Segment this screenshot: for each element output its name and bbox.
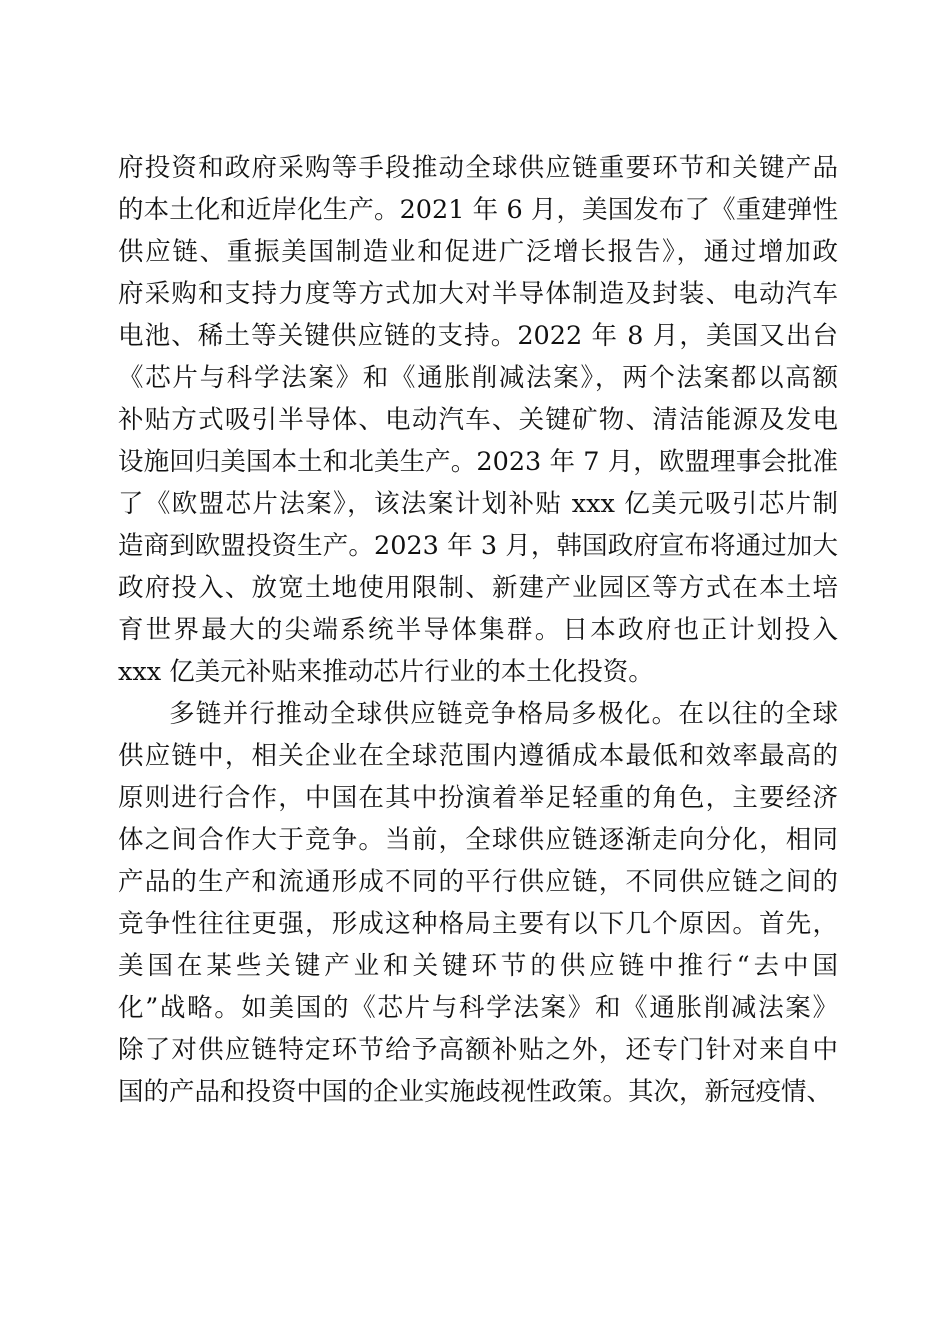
text-line: xxx 亿美元补贴来推动芯片行业的本土化投资。 [118,657,654,687]
text-line: 政府投入、放宽土地使用限制、新建产业园区等方式在本土培 [118,573,838,603]
text-line: 了《欧盟芯片法案》，该法案计划补贴 xxx 亿美元吸引芯片制 [118,489,838,519]
text-line: 育世界最大的尖端系统半导体集群。日本政府也正计划投入 [118,615,838,645]
text-line: 造商到欧盟投资生产。2023 年 3 月，韩国政府宣布将通过加大 [118,531,838,561]
text-line: 多链并行推动全球供应链竞争格局多极化。在以往的全球 [169,699,838,729]
text-line: 体之间合作大于竞争。当前，全球供应链逐渐走向分化，相同 [118,825,838,855]
text-line: 除了对供应链特定环节给予高额补贴之外，还专门针对来自中 [118,1035,838,1065]
text-line: 《芯片与科学法案》和《通胀削减法案》，两个法案都以高额 [118,363,838,393]
text-line: 设施回归美国本土和北美生产。2023 年 7 月，欧盟理事会批准 [118,447,838,477]
document-body [118,147,838,1113]
text-line: 产品的生产和流通形成不同的平行供应链，不同供应链之间的 [118,867,838,897]
text-line: 补贴方式吸引半导体、电动汽车、关键矿物、清洁能源及发电 [118,405,838,435]
text-line: 化”战略。如美国的《芯片与科学法案》和《通胀削减法案》 [118,993,838,1023]
text-line: 府采购和支持力度等方式加大对半导体制造及封装、电动汽车 [118,279,838,309]
text-line: 国的产品和投资中国的企业实施歧视性政策。其次，新冠疫情、 [118,1077,833,1107]
text-line: 供应链、重振美国制造业和促进广泛增长报告》，通过增加政 [118,237,838,267]
paragraph-supply-chain-localization [118,147,838,693]
text-line: 竞争性往往更强，形成这种格局主要有以下几个原因。首先， [118,909,838,939]
text-line: 的本土化和近岸化生产。2021 年 6 月，美国发布了《重建弹性 [118,195,838,225]
text-line: 原则进行合作，中国在其中扮演着举足轻重的角色，主要经济 [118,783,838,813]
text-line: 府投资和政府采购等手段推动全球供应链重要环节和关键产品 [118,153,838,183]
text-line: 供应链中，相关企业在全球范围内遵循成本最低和效率最高的 [118,741,838,771]
text-line: 电池、稀土等关键供应链的支持。2022 年 8 月，美国又出台 [118,321,838,351]
text-line: 美国在某些关键产业和关键环节的供应链中推行“去中国 [118,951,838,981]
paragraph-multipolar-competition [118,693,838,1113]
